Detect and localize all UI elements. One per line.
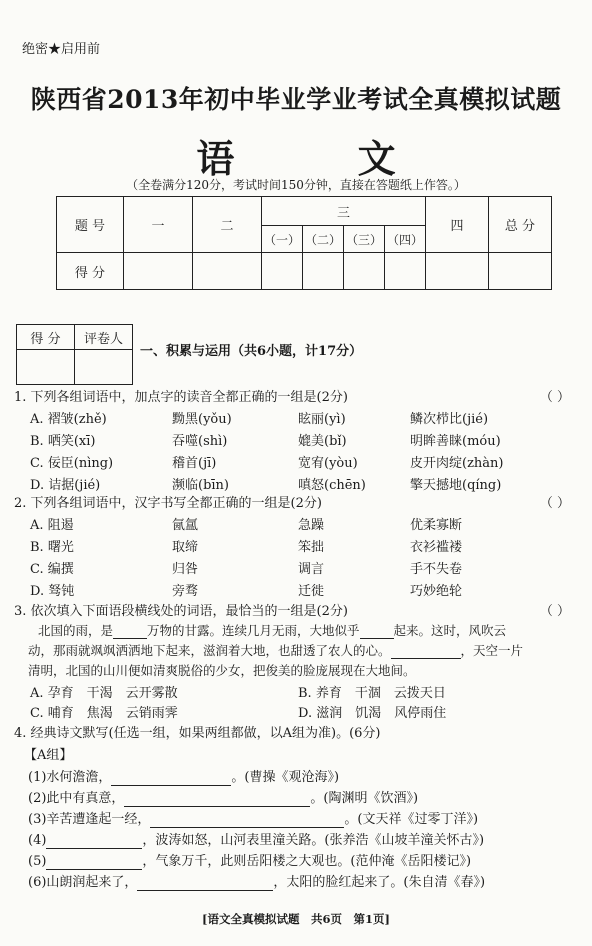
q3-passage-line-2: 动，那雨就飒飒洒洒地下起来，滋润着大地，也甜透了农人的心。 ，天空一片 [28, 643, 524, 658]
q1-option: D. 诘据(jié) [30, 478, 101, 493]
q2-option: 急躁 [298, 518, 325, 533]
answer-blank[interactable] [46, 854, 142, 870]
sub-col-3: （三） [344, 226, 385, 253]
exam-note: （全卷满分120分，考试时间150分钟，直接在答题纸上作答。） [126, 178, 466, 192]
answer-paren: （ ） [539, 604, 570, 619]
q2-option: 取缔 [172, 540, 199, 555]
grader-score-cell [17, 350, 75, 385]
col-part-three: 三 [262, 197, 426, 226]
q1-option: 皮开肉绽(zhàn) [410, 456, 504, 471]
grader-score-label: 得 分 [17, 325, 75, 350]
q2-option: A. 阻遏 [30, 518, 74, 533]
section-heading: 一、积累与运用（共6小题，计17分） [140, 344, 363, 359]
row-label-score: 得 分 [57, 253, 124, 290]
answer-blank[interactable] [124, 791, 310, 807]
q4-line-2: (2)此中有真意， 。(陶渊明《饮酒》) [28, 791, 419, 806]
col-part-one: 一 [124, 197, 193, 253]
q3-option: A. 孕育 干渴 云开雾散 [30, 686, 178, 701]
answer-blank[interactable] [111, 770, 231, 786]
q4-line-4: (4) ，波涛如怒，山河表里潼关路。(张养浩《山坡羊潼关怀古》) [28, 833, 485, 848]
q2-option: 巧妙绝轮 [410, 584, 463, 599]
sub-col-4: （四） [385, 226, 426, 253]
q2-option: 衣衫褴褛 [410, 540, 463, 555]
q3-option: C. 哺育 焦渴 云销雨霁 [30, 706, 178, 721]
sub-col-1: （一） [262, 226, 303, 253]
answer-blank[interactable] [46, 833, 142, 849]
q2-option: 手不失卷 [410, 562, 463, 577]
q2-option: D. 驽钝 [30, 584, 75, 599]
q1-option: 濒临(bīn) [172, 478, 229, 493]
question-1-stem: 1. 下列各组词语中，加点字的读音全都正确的一组是(2分) [14, 390, 348, 405]
answer-blank[interactable] [150, 812, 344, 828]
score-cell [344, 253, 385, 290]
q3-passage-line-1: 北国的雨，是 万物的甘露。连续几月无雨，大地似乎 起来。这时，风吹云 [38, 623, 507, 638]
q1-option: B. 哂笑(xī) [30, 434, 96, 449]
page-footer: [语文全真模拟试题 共6页 第1页] [202, 912, 390, 926]
q2-option: C. 编撰 [30, 562, 74, 577]
q1-option: C. 佞臣(nìng) [30, 456, 114, 471]
q3-option: B. 养育 干涸 云拨天日 [298, 686, 446, 701]
group-label: 【A组】 [24, 748, 73, 763]
fill-blank [113, 623, 147, 639]
score-cell [489, 253, 552, 290]
q2-option: 氤氲 [172, 518, 199, 533]
q4-line-1: (1)水何澹澹， 。(曹操《观沧海》) [28, 770, 340, 785]
q4-line-3: (3)辛苦遭逢起一经， 。(文天祥《过零丁洋》) [28, 812, 479, 827]
q1-option: 黝黑(yǒu) [172, 412, 232, 427]
question-2-stem: 2. 下列各组词语中，汉字书写全都正确的一组是(2分) [14, 496, 322, 511]
q4-line-6: (6)山朗润起来了， ，太阳的脸红起来了。(朱自清《春》) [28, 875, 486, 890]
row-label-question-number: 题 号 [57, 197, 124, 253]
q1-option: 嗔怒(chēn) [298, 478, 366, 493]
answer-blank[interactable] [137, 875, 273, 891]
q2-option: 优柔寡断 [410, 518, 463, 533]
sub-col-2: （二） [303, 226, 344, 253]
q2-option: 迁徙 [298, 584, 325, 599]
exam-title: 陕西省2013年初中毕业学业考试全真模拟试题 [30, 85, 562, 114]
grader-box [16, 324, 133, 385]
col-part-four: 四 [426, 197, 489, 253]
q1-option: 宽宥(yòu) [298, 456, 358, 471]
q2-option: 归咎 [172, 562, 199, 577]
q3-option: D. 滋润 饥渴 风停雨住 [298, 706, 447, 721]
q1-option: 明眸善睐(móu) [410, 434, 501, 449]
score-cell [303, 253, 344, 290]
grader-name-cell [75, 350, 133, 385]
question-4-stem: 4. 经典诗文默写(任选一组，如果两组都做，以A组为准)。(6分) [14, 726, 381, 741]
score-cell [385, 253, 426, 290]
subject-title: 语 文 [196, 136, 451, 181]
q1-option: A. 褶皱(zhě) [30, 412, 107, 427]
q1-option: 稽首(jī) [172, 456, 217, 471]
col-total: 总 分 [489, 197, 552, 253]
q2-option: 旁骛 [172, 584, 199, 599]
fill-blank [360, 623, 394, 639]
fill-blank [391, 643, 461, 659]
score-cell [426, 253, 489, 290]
answer-paren: （ ） [539, 496, 570, 511]
question-3-stem: 3. 依次填入下面语段横线处的词语，最恰当的一组是(2分) [14, 604, 348, 619]
score-cell [262, 253, 303, 290]
q1-option: 媲美(bǐ) [298, 434, 347, 449]
q1-option: 吞噬(shì) [172, 434, 228, 449]
q2-option: 笨拙 [298, 540, 325, 555]
q4-line-5: (5) ，气象万千，此则岳阳楼之大观也。(范仲淹《岳阳楼记》) [28, 854, 472, 869]
answer-paren: （ ） [539, 390, 570, 405]
q3-passage-line-3: 清明，北国的山川便如清爽脱俗的少女，把俊美的脸庞展现在大地间。 [28, 663, 416, 678]
q1-option: 眩丽(yì) [298, 412, 346, 427]
q1-option: 擎天撼地(qíng) [410, 478, 502, 493]
confidential-label: 绝密★启用前 [22, 42, 101, 57]
grader-name-label: 评卷人 [75, 325, 133, 350]
q2-option: B. 曙光 [30, 540, 74, 555]
score-cell [193, 253, 262, 290]
q1-option: 鳞次栉比(jié) [410, 412, 489, 427]
col-part-two: 二 [193, 197, 262, 253]
q2-option: 调言 [298, 562, 325, 577]
score-table [56, 196, 552, 290]
score-cell [124, 253, 193, 290]
